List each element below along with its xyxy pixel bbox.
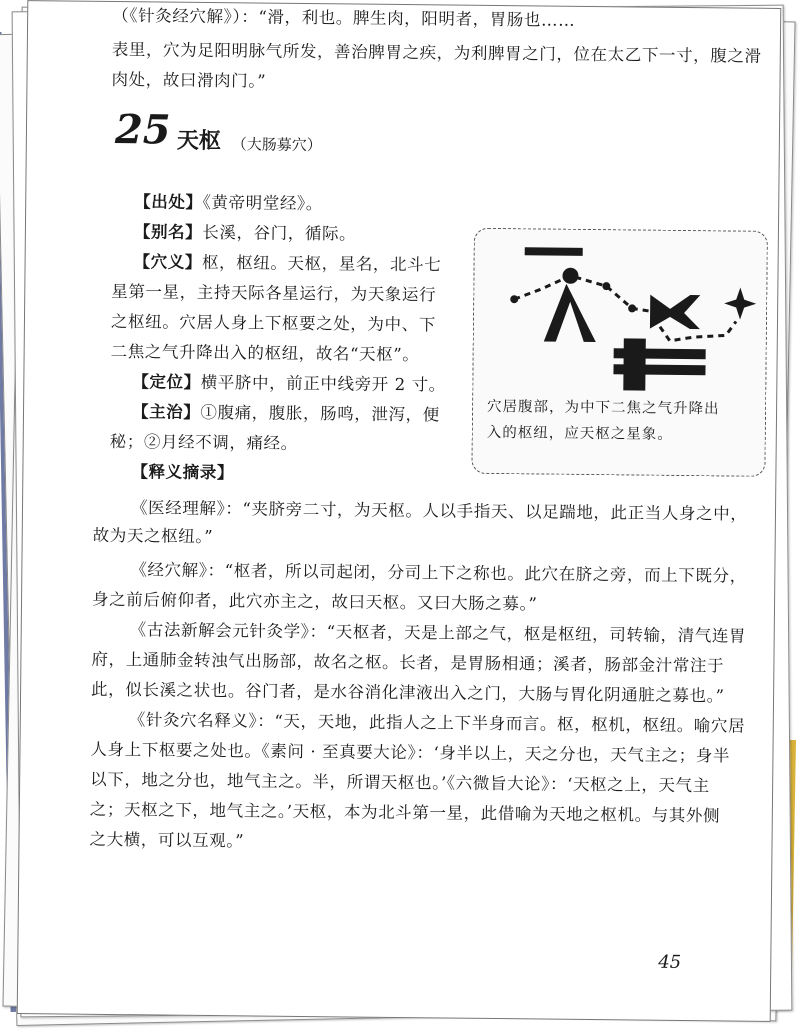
star-dot — [510, 295, 518, 303]
quote-line: 之；天枢之下，地气主之。’天枢，本为北斗第一星，此借喻为天地之枢机。与其外侧 — [89, 799, 721, 826]
quote-line: 《经穴解》：“枢者，所以司起闭，分司上下之称也。此穴在脐之旁，而上下既分， — [130, 560, 747, 586]
star-line — [660, 321, 736, 342]
entry-line: 星第一星，主持天际各星运行，为天象运行 — [111, 281, 437, 305]
book-page — [17, 0, 782, 1022]
figure-caption: 穴居腹部，为中下二焦之气升降出 — [487, 398, 720, 418]
entry-line: 秘；②月经不调，痛经。 — [109, 431, 298, 453]
quote-line: 身之前后俯仰者，此穴亦主之，故曰天枢。又曰大肠之募。” — [91, 589, 538, 614]
quote-line: 《医经理解》：“夹脐旁二寸，为天枢。人以手指天、以足踹地，此正当人身之中， — [130, 498, 748, 524]
entry-label: 【别名】 — [133, 222, 203, 242]
entry-line: 二焦之气升降出入的枢纽，故名“天枢”。 — [110, 341, 420, 365]
body-line: 表里，穴为足阳明脉气所发，善治脾胃之疾，为利脾胃之门，位在太乙下一寸，腹之滑 — [111, 39, 762, 66]
entry-label: 【出处】 — [134, 192, 203, 212]
quote-line: 府，上通肺金转浊气出肠部，故名之枢。长者，是胃肠相通；溪者，肠部金汁常注于 — [91, 649, 725, 676]
page-number: 45 — [658, 951, 682, 973]
entry-text: 枢，枢纽。天枢，星名，北斗七 — [201, 252, 442, 275]
quote-line: 《针灸穴名释义》：“天，天地，此指人之上下半身而言。枢，枢机，枢纽。喻穴居 — [128, 710, 746, 736]
entry-text: 《黄帝明堂经》。 — [202, 192, 324, 214]
entry-text: 横平脐中，前正中线旁开 2 寸。 — [200, 372, 446, 395]
illustration-box — [471, 228, 768, 477]
body-line-partial: （《针灸经穴解》）：“滑，利也。脾生肉，阳明者，胃肠也…… — [112, 5, 576, 30]
quote-line: 故为天之枢纽。” — [92, 525, 214, 547]
entry-label: 【定位】 — [132, 372, 201, 392]
entry-line — [134, 218, 357, 244]
entry-label: 【穴义】 — [133, 252, 203, 272]
illustration-figure — [544, 284, 597, 343]
quote-line: 此，似长溪之状也。谷门者，是水谷消化津液出入之门，大肠与胃化阴通脏之募也。” — [91, 679, 725, 706]
entry-line — [132, 368, 446, 395]
quote-line: 以下，地之分也，地气主之。半，所谓天枢也。’《六微旨大论》：‘天枢之上，天气主 — [90, 769, 710, 796]
entry-line — [134, 188, 323, 214]
entry-label: 【主治】 — [131, 402, 201, 422]
quote-line: 之大横，可以互观。” — [89, 829, 245, 851]
illustration-block — [623, 338, 646, 390]
entry-text: 长溪，谷门，循际。 — [202, 222, 357, 244]
chapter-title: 天枢 — [176, 128, 222, 155]
illustration-bar — [525, 247, 583, 256]
entry-text: ①腹痛，腹胀，肠鸣，泄泻，便 — [200, 402, 440, 425]
body-line: 肉处，故曰滑肉门。” — [111, 69, 267, 91]
entry-label: 【释义摘录】 — [131, 462, 235, 483]
entry-line — [131, 458, 234, 483]
sparkle-icon — [724, 287, 756, 319]
entry-line — [133, 248, 441, 275]
quote-line: 人身上下枢要之处也。《素问 · 至真要大论》：‘身半以上，天之分也，天气主之；身半 — [90, 739, 731, 766]
star-dot — [628, 304, 636, 312]
illustration-symbol — [650, 295, 700, 330]
chapter-number: 25 — [114, 106, 171, 154]
star-line — [514, 275, 660, 313]
chapter-subtitle: （大肠募穴） — [231, 135, 322, 155]
figure-caption: 入的枢纽，应天枢之星象。 — [486, 424, 673, 443]
entry-line: 之枢纽。穴居人身上下枢要之处，为中、下 — [110, 311, 436, 335]
entry-line — [132, 398, 440, 425]
quote-line: 《古法新解会元针灸学》：“天枢者，天是上部之气，枢是枢纽，司转输，清气连胃 — [129, 620, 747, 646]
